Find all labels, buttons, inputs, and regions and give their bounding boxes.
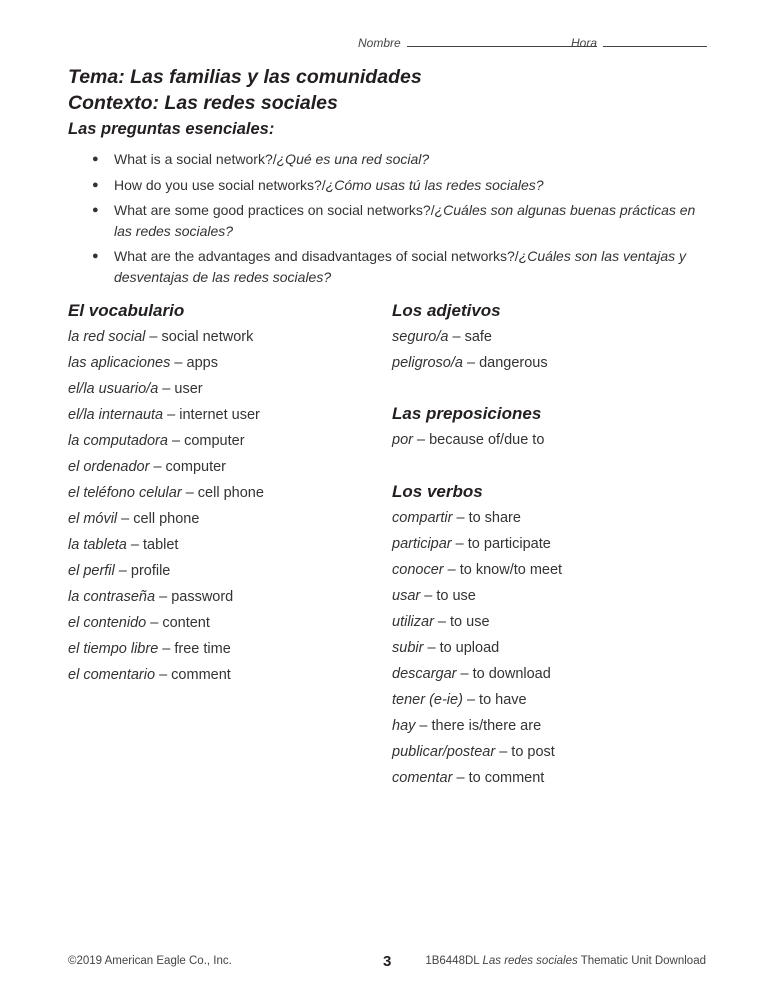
term: el perfil (68, 563, 115, 579)
meaning: profile (130, 563, 171, 579)
term: conocer (392, 562, 444, 578)
dash: – (456, 666, 473, 682)
vocab-entry (392, 640, 499, 656)
copyright: ©2019 American Eagle Co., Inc. (68, 955, 232, 967)
footer-code: 1B6448DL (425, 955, 480, 967)
term: peligroso/a (392, 355, 463, 371)
question-en: How do you use social networks?/ (114, 177, 326, 193)
term: participar (392, 536, 452, 552)
term: el contenido (68, 615, 147, 631)
meaning: cell phone (197, 485, 264, 501)
question-es: ¿Cómo usas tú las redes sociales? (325, 177, 544, 193)
question-text (114, 246, 712, 288)
vocab-entry (68, 563, 170, 579)
dash: – (158, 381, 175, 397)
question-en: What is a social network?/ (114, 151, 277, 167)
adjectives-section-heading: Los adjetivos (392, 301, 501, 320)
question-en: What are the advantages and disadvantages of social networks?/ (114, 248, 519, 264)
dash: – (126, 537, 143, 553)
dash: – (462, 692, 480, 708)
meaning: user (174, 381, 203, 397)
vocab-entry (392, 692, 527, 708)
bullet-icon: ● (92, 250, 99, 262)
vocab-entry (68, 407, 260, 423)
term: utilizar (392, 614, 434, 630)
dash: – (495, 744, 512, 760)
vocab-entry (392, 329, 492, 345)
meaning: dangerous (479, 355, 548, 371)
hour-label: Hora (571, 36, 598, 50)
vocab-entry (392, 718, 541, 734)
meaning: free time (174, 641, 231, 657)
meaning: computer (165, 459, 226, 475)
meaning: safe (464, 329, 492, 345)
meaning: content (162, 615, 210, 631)
term: el ordenador (68, 459, 150, 475)
context-title: Contexto: Las redes sociales (68, 92, 338, 114)
meaning: cell phone (133, 511, 200, 527)
dash: – (433, 614, 451, 630)
term: la contraseña (68, 589, 156, 605)
question-es: ¿Cuáles son algunas buenas prácticas en las redes sociales? (114, 202, 696, 239)
page-number: 3 (383, 953, 392, 970)
vocab-entry (68, 589, 233, 605)
meaning: to comment (468, 770, 545, 786)
term: el/la internauta (68, 407, 164, 423)
term: seguro/a (392, 329, 449, 345)
dash: – (451, 536, 468, 552)
hour-field[interactable] (571, 36, 707, 50)
question-es: ¿Qué es una red social? (276, 151, 430, 167)
meaning: to use (436, 588, 476, 604)
meaning: computer (184, 433, 245, 449)
vocab-entry (68, 381, 203, 397)
term: las aplicaciones (68, 355, 171, 371)
vocab-entry (68, 667, 231, 683)
vocab-entry (392, 355, 548, 371)
dash: – (170, 355, 187, 371)
question-text (114, 149, 712, 170)
meaning: because of/due to (429, 432, 545, 448)
verbs-section-heading: Los verbos (392, 482, 483, 501)
dash: – (114, 563, 131, 579)
bullet-icon: ● (92, 179, 99, 191)
footer-suffix: Thematic Unit Download (580, 955, 706, 967)
vocab-entry (68, 459, 226, 475)
footer-unit (425, 955, 706, 967)
term: el tiempo libre (68, 641, 159, 657)
prepositions-section-heading: Las preposiciones (392, 404, 542, 423)
vocab-entry (68, 329, 253, 345)
dash: – (146, 615, 163, 631)
essential-question (92, 200, 712, 242)
meaning: to have (479, 692, 527, 708)
term: comentar (392, 770, 453, 786)
term: la computadora (68, 433, 168, 449)
dash: – (452, 770, 469, 786)
term: por (392, 432, 413, 448)
meaning: to participate (467, 536, 551, 552)
vocab-entry (68, 511, 199, 527)
meaning: apps (186, 355, 218, 371)
dash: – (462, 355, 480, 371)
dash: – (420, 588, 437, 604)
meaning: comment (171, 667, 231, 683)
question-text (114, 175, 712, 196)
vocab-entry (68, 485, 264, 501)
term: compartir (392, 510, 453, 526)
term: el móvil (68, 511, 118, 527)
bullet-icon: ● (92, 153, 99, 165)
dash: – (155, 667, 172, 683)
vocab-entry (68, 433, 245, 449)
meaning: social network (161, 329, 254, 345)
dash: – (415, 718, 432, 734)
term: el teléfono celular (68, 485, 182, 501)
vocab-entry (392, 744, 555, 760)
meaning: to use (450, 614, 490, 630)
dash: – (145, 329, 162, 345)
vocab-entry (68, 537, 178, 553)
vocab-entry (392, 588, 476, 604)
dash: – (163, 407, 180, 423)
meaning: to upload (439, 640, 500, 656)
essential-question (92, 246, 712, 288)
questions-heading: Las preguntas esenciales: (68, 120, 275, 138)
question-es: ¿Cuáles son las ventajas y desventajas de las redes sociales? (114, 248, 687, 285)
vocab-entry (392, 562, 562, 578)
vocab-entry (392, 432, 544, 448)
hour-line[interactable] (603, 45, 707, 47)
meaning: password (171, 589, 234, 605)
vocab-entry (392, 536, 551, 552)
meaning: internet user (179, 407, 260, 423)
dash: – (149, 459, 166, 475)
bullet-icon: ● (92, 204, 99, 216)
essential-question (92, 149, 712, 170)
dash: – (117, 511, 134, 527)
name-line[interactable] (407, 45, 597, 47)
term: descargar (392, 666, 457, 682)
meaning: to share (468, 510, 521, 526)
dash: – (452, 510, 469, 526)
term: tener (e-ie) (392, 692, 463, 708)
meaning: to know/to meet (459, 562, 563, 578)
question-en: What are some good practices on social networks?/ (114, 202, 435, 218)
dash: – (167, 433, 185, 449)
footer-unit-title: Las redes sociales (482, 955, 578, 967)
vocab-entry (392, 666, 551, 682)
term: hay (392, 718, 416, 734)
dash: – (155, 589, 172, 605)
term: subir (392, 640, 424, 656)
name-field[interactable] (358, 36, 597, 50)
dash: – (423, 640, 440, 656)
vocab-entry (68, 641, 231, 657)
dash: – (181, 485, 198, 501)
dash: – (443, 562, 460, 578)
dash: – (158, 641, 175, 657)
name-label: Nombre (358, 36, 401, 50)
vocab-entry (68, 355, 218, 371)
term: la red social (68, 329, 146, 345)
dash: – (412, 432, 430, 448)
theme-title: Tema: Las familias y las comunidades (68, 66, 422, 88)
question-text (114, 200, 712, 242)
term: usar (392, 588, 421, 604)
term: el/la usuario/a (68, 381, 159, 397)
meaning: tablet (142, 537, 179, 553)
vocab-entry (68, 615, 210, 631)
vocab-entry (392, 510, 521, 526)
term: el comentario (68, 667, 156, 683)
vocab-entry (392, 770, 544, 786)
meaning: to download (472, 666, 551, 682)
vocab-entry (392, 614, 490, 630)
vocabulary-section-heading: El vocabulario (68, 301, 185, 320)
term: publicar/postear (392, 744, 496, 760)
essential-question (92, 175, 712, 196)
meaning: there is/there are (431, 718, 542, 734)
term: la tableta (68, 537, 127, 553)
dash: – (448, 329, 465, 345)
meaning: to post (511, 744, 555, 760)
